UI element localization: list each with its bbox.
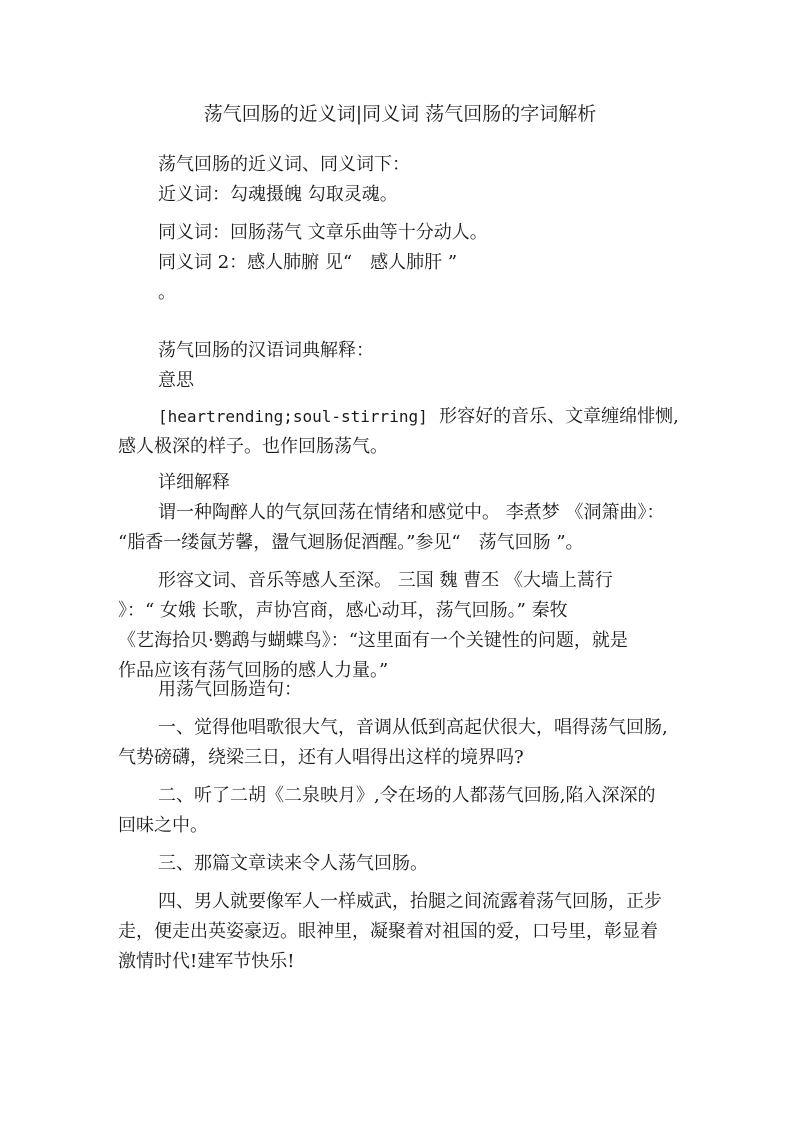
meaning-line-1 xyxy=(118,402,680,432)
sentence-3-line-1: 三、那篇文章读来令人荡气回肠。 xyxy=(158,853,428,874)
detail-2-line-4: 作品应该有荡气回肠的感人力量。” xyxy=(118,660,389,681)
sentence-1-line-1: 一、觉得他唱歌很大气，音调从低到高起伏很大，唱得荡气回肠, xyxy=(158,717,668,738)
synonym-line-1: 同义词：回肠荡气 文章乐曲等十分动人。 xyxy=(158,222,488,243)
detail-2-line-3: 《艺海拾贝·鹦鹉与蝴蝶鸟》：“这里面有一个关键性的问题，就是 xyxy=(118,630,628,651)
meaning-line-2: 感人极深的样子。也作回肠荡气。 xyxy=(118,436,388,457)
meaning-label: 意思 xyxy=(158,370,194,391)
sentence-4-line-3: 激情时代!建军节快乐! xyxy=(118,951,295,972)
sentences-heading: 用荡气回肠造句： xyxy=(158,679,302,700)
dictionary-section xyxy=(118,336,680,686)
detail-2-line-2: 》：“ 女娥 长歌，声协宫商，感心动耳，荡气回肠。” 秦牧 xyxy=(118,600,568,621)
near-synonym-line: 近义词：勾魂摄魄 勾取灵魂。 xyxy=(158,184,398,205)
meaning-english: [heartrending;soul-stirring] xyxy=(158,407,428,426)
sentence-4-line-1: 四、男人就要像军人一样威武，抬腿之间流露着荡气回肠，正步 xyxy=(158,891,662,912)
synonyms-intro: 荡气回肠的近义词、同义词下： xyxy=(158,154,410,175)
synonym-line-2: 同义词 2：感人肺腑 见“ 感人肺肝 ” xyxy=(158,252,458,273)
sentence-2-line-1: 二、听了二胡《二泉映月》,令在场的人都荡气回肠,陷入深深的 xyxy=(158,785,656,806)
sentence-2-line-2: 回味之中。 xyxy=(118,815,208,836)
sentence-1-line-2: 气势磅礴，绕梁三日，还有人唱得出这样的境界吗? xyxy=(118,747,524,768)
detail-2-line-1: 形容文词、音乐等感人至深。 三国 魏 曹丕 《大墙上蒿行 xyxy=(158,570,613,591)
synonym-line-2-end: 。 xyxy=(158,282,176,303)
detail-1-line-1: 谓一种陶醉人的气氛回荡在情绪和感觉中。 李煮梦 《洞箫曲》： xyxy=(158,502,665,523)
dictionary-heading: 荡气回肠的汉语词典解释： xyxy=(158,340,374,361)
detail-label: 详细解释 xyxy=(158,472,230,493)
meaning-chinese: 形容好的音乐、文章缠绵悱恻, xyxy=(439,406,679,427)
sentences-section xyxy=(118,675,680,977)
detail-1-line-2: “脂香一缕氤芳馨，盪气迴肠促酒醒。”参见“ 荡气回肠 ”。 xyxy=(118,532,584,553)
synonyms-section xyxy=(118,150,680,308)
page-title: 荡气回肠的近义词|同义词 荡气回肠的字词解析 xyxy=(203,103,597,125)
sentence-4-line-2: 走，便走出英姿豪迈。眼神里，凝聚着对祖国的爱，口号里，彰显着 xyxy=(118,921,658,942)
